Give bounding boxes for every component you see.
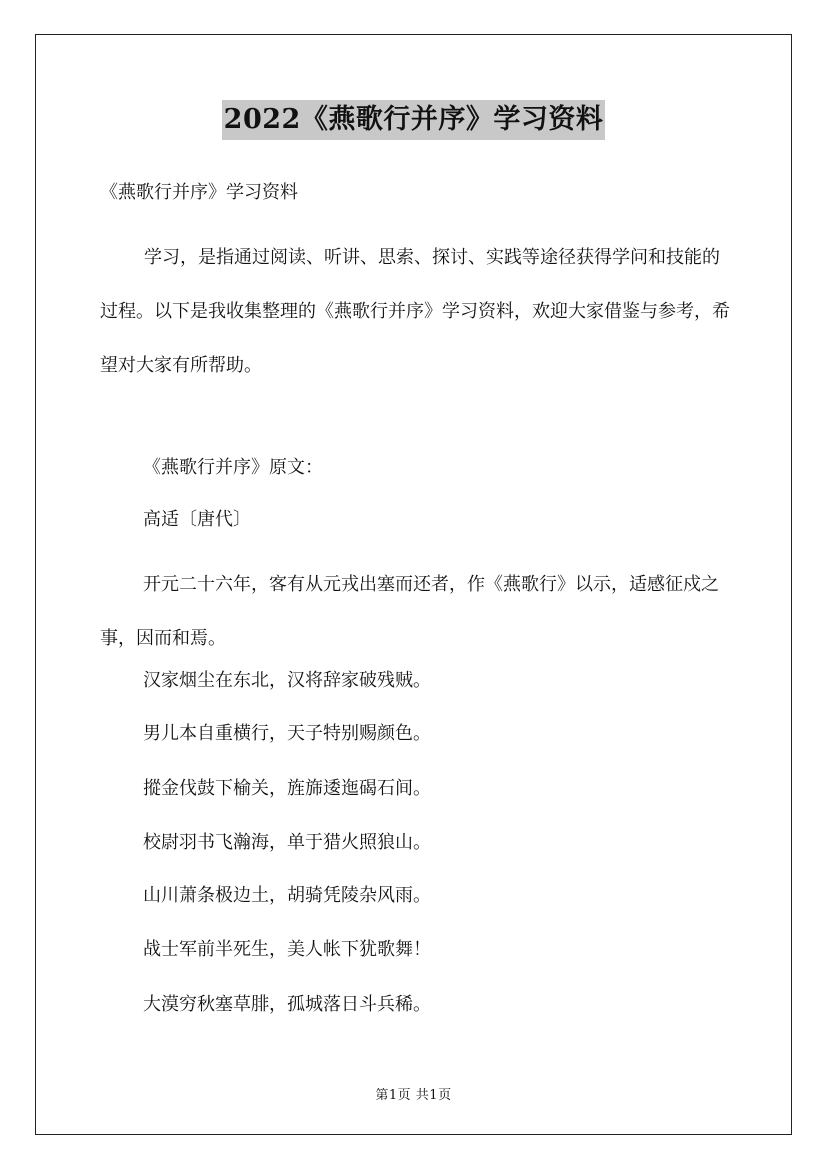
original-heading: 《燕歌行并序》原文： [143, 457, 323, 478]
poem-line: 战士军前半死生，美人帐下犹歌舞！ [143, 939, 431, 960]
poem-line: 大漠穷秋塞草腓，孤城落日斗兵稀。 [143, 994, 431, 1015]
poem-line: 摐金伐鼓下榆关，旌旆逶迤碣石间。 [143, 778, 431, 799]
preface-paragraph [100, 558, 730, 666]
intro-text: 学习，是指通过阅读、听讲、思索、探讨、实践等途径获得学问和技能的过程。以下是我收集整理的《燕歌行并序》学习资料，欢迎大家借鉴与参考，希望对大家有所帮助。 [100, 247, 730, 376]
page-title: 2022《燕歌行并序》学习资料 [222, 100, 606, 140]
poem-line: 校尉羽书飞瀚海，单于猎火照狼山。 [143, 832, 431, 853]
poem-line: 汉家烟尘在东北，汉将辞家破残贼。 [143, 670, 431, 691]
title-container [0, 100, 827, 140]
document-subtitle: 《燕歌行并序》学习资料 [100, 182, 298, 203]
author-line: 高适〔唐代〕 [143, 509, 251, 530]
page-footer: 第1页 共1页 [375, 1088, 452, 1103]
poem-line: 山川萧条极边土，胡骑凭陵杂风雨。 [143, 885, 431, 906]
intro-paragraph [100, 231, 730, 393]
preface-text: 开元二十六年，客有从元戎出塞而还者，作《燕歌行》以示，适感征戍之事，因而和焉。 [100, 574, 719, 649]
poem-line: 男儿本自重横行，天子特别赐颜色。 [143, 723, 431, 744]
